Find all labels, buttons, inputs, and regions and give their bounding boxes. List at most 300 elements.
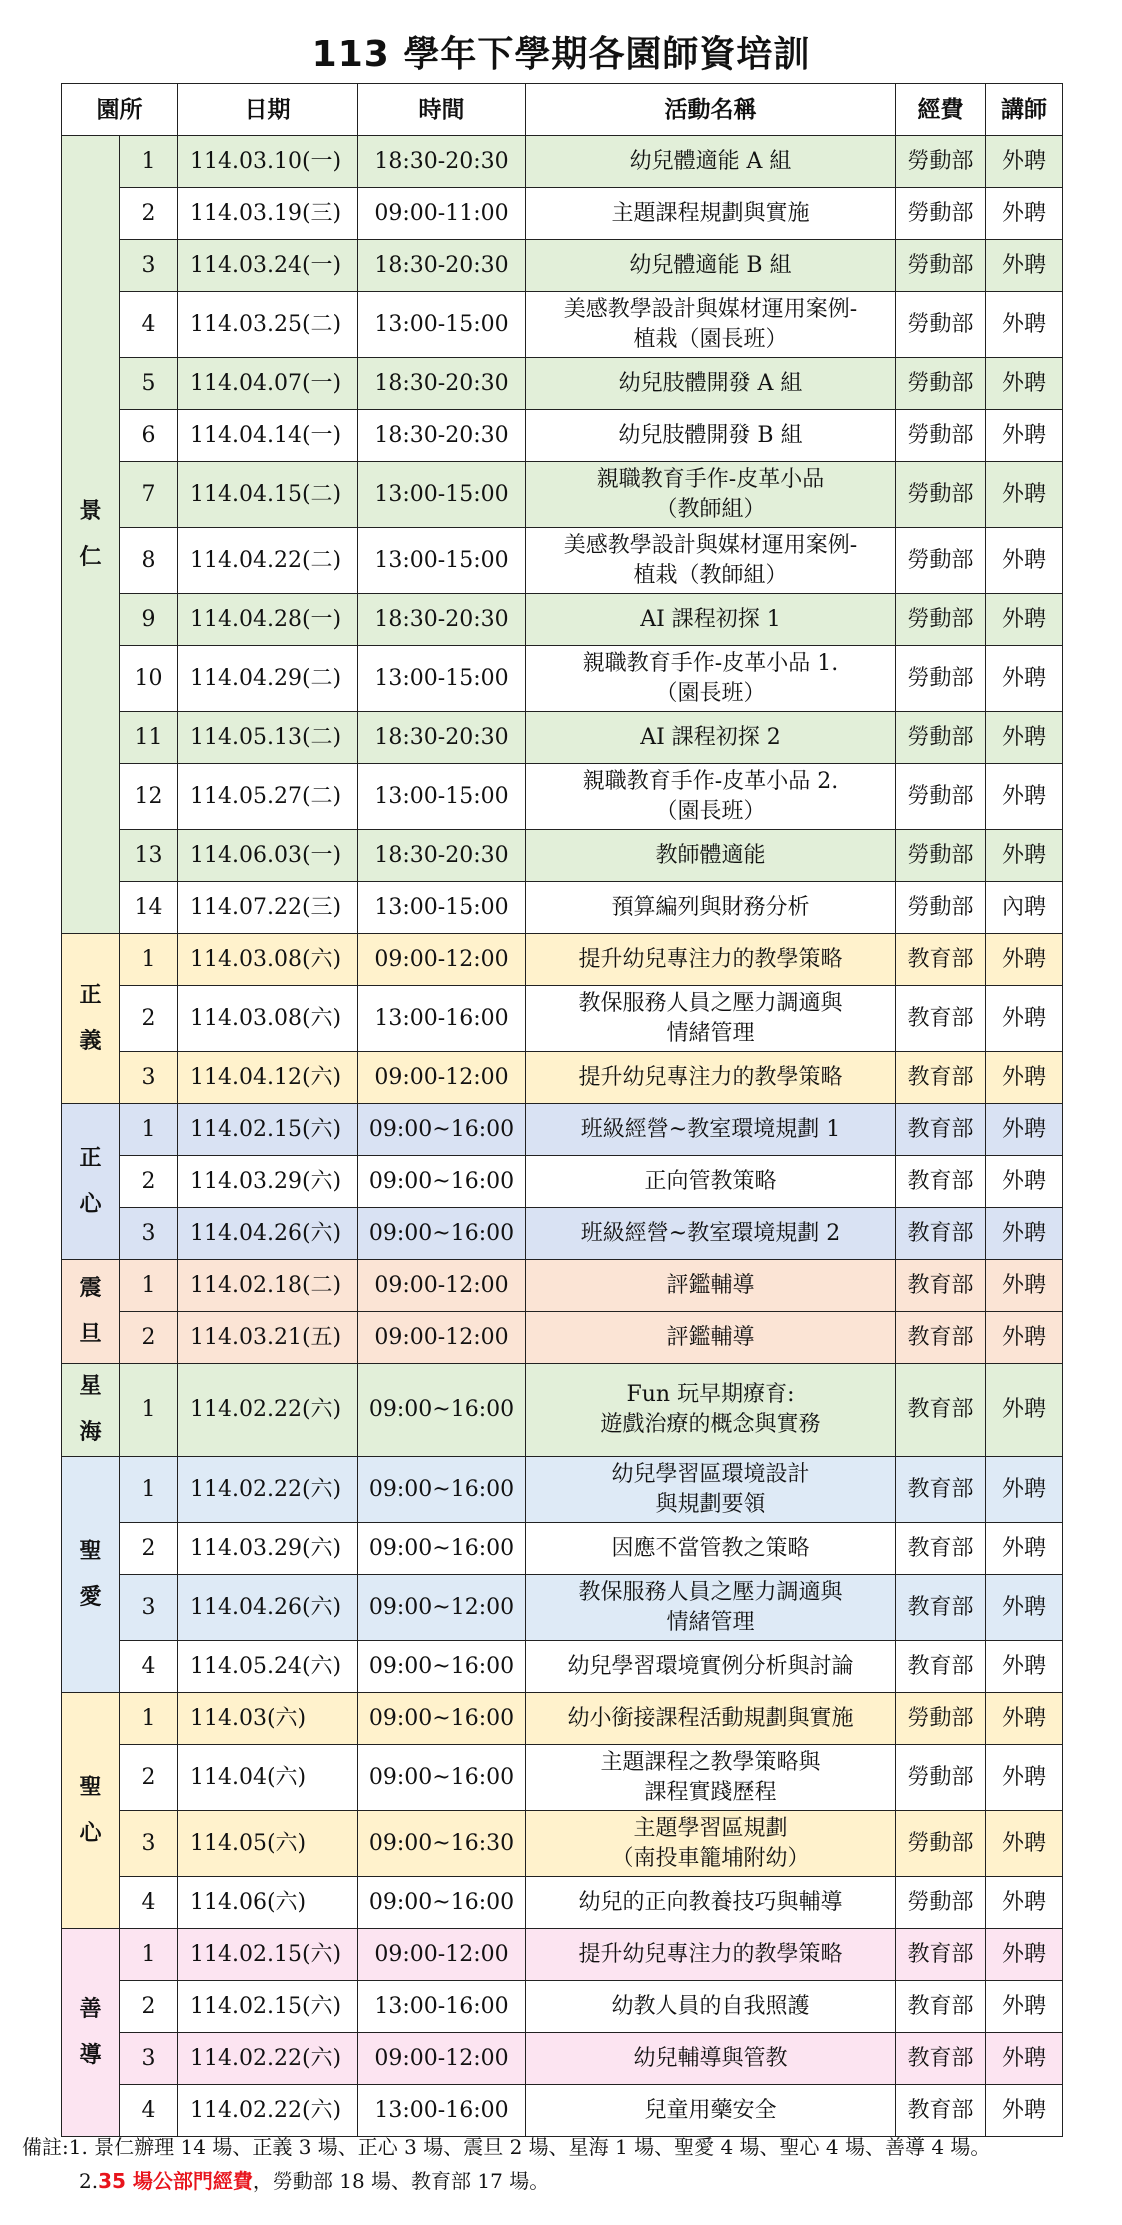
date-cell: 114.06(六) (178, 1877, 358, 1929)
school-name-cell (62, 934, 120, 1104)
funding-cell: 教育部 (896, 1981, 986, 2033)
row-number: 14 (120, 882, 178, 934)
school-name-char: 正 (79, 982, 102, 1008)
activity-cell (526, 188, 896, 240)
school-name-cell (62, 136, 120, 934)
time-cell: 13:00-16:00 (358, 986, 526, 1052)
row-number: 4 (120, 1641, 178, 1693)
time-cell: 18:30-20:30 (358, 410, 526, 462)
funding-cell: 教育部 (896, 1457, 986, 1523)
time-cell: 13:00-15:00 (358, 764, 526, 830)
date-cell: 114.05(六) (178, 1811, 358, 1877)
lecturer-cell: 外聘 (986, 1575, 1063, 1641)
row-number: 8 (120, 528, 178, 594)
date-cell: 114.02.18(二) (178, 1260, 358, 1312)
table-row (62, 712, 1063, 764)
time-cell: 13:00-16:00 (358, 2085, 526, 2137)
activity-line: 幼小銜接課程活動規劃與實施 (567, 1705, 854, 1731)
lecturer-cell: 外聘 (986, 1312, 1063, 1364)
row-number: 4 (120, 292, 178, 358)
activity-line: 幼兒體適能 A 組 (629, 148, 792, 174)
lecturer-cell: 外聘 (986, 1260, 1063, 1312)
activity-line: 美感教學設計與媒材運用案例- (563, 532, 858, 558)
lecturer-cell: 外聘 (986, 1052, 1063, 1104)
date-cell: 114.04.26(六) (178, 1208, 358, 1260)
time-cell: 09:00-12:00 (358, 934, 526, 986)
header-school: 園所 (62, 84, 178, 136)
activity-line: 課程實踐歷程 (644, 1779, 777, 1805)
table-row (62, 528, 1063, 594)
date-cell: 114.04(六) (178, 1745, 358, 1811)
row-number: 10 (120, 646, 178, 712)
activity-cell (526, 934, 896, 986)
row-number: 1 (120, 1457, 178, 1523)
date-cell: 114.03.24(一) (178, 240, 358, 292)
activity-cell (526, 1981, 896, 2033)
row-number: 6 (120, 410, 178, 462)
row-number: 1 (120, 136, 178, 188)
activity-cell (526, 462, 896, 528)
activity-line: 美感教學設計與媒材運用案例- (563, 296, 858, 322)
row-number: 1 (120, 1364, 178, 1457)
school-name-char: 聖 (79, 1538, 102, 1564)
note-line-2-prefix: 2. (79, 2169, 99, 2193)
time-cell: 09:00~16:00 (358, 1457, 526, 1523)
school-name-cell (62, 1260, 120, 1364)
date-cell: 114.02.22(六) (178, 1457, 358, 1523)
funding-cell: 勞動部 (896, 462, 986, 528)
activity-cell (526, 1745, 896, 1811)
funding-cell: 勞動部 (896, 188, 986, 240)
funding-cell: 教育部 (896, 1104, 986, 1156)
table-row (62, 1745, 1063, 1811)
activity-line: 主題學習區規劃 (633, 1815, 788, 1841)
activity-line: 評鑑輔導 (666, 1272, 755, 1298)
school-name-char: 心 (79, 1820, 102, 1846)
table-row (62, 2033, 1063, 2085)
row-number: 3 (120, 2033, 178, 2085)
date-cell: 114.04.29(二) (178, 646, 358, 712)
date-cell: 114.04.07(一) (178, 358, 358, 410)
table-row (62, 986, 1063, 1052)
table-row (62, 136, 1063, 188)
activity-cell (526, 1156, 896, 1208)
table-header-row (62, 84, 1063, 136)
table-row (62, 1641, 1063, 1693)
time-cell: 09:00~16:00 (358, 1745, 526, 1811)
table-row (62, 882, 1063, 934)
table-row (62, 1811, 1063, 1877)
date-cell: 114.02.15(六) (178, 1981, 358, 2033)
time-cell: 18:30-20:30 (358, 712, 526, 764)
table-row (62, 1523, 1063, 1575)
activity-cell (526, 1364, 896, 1457)
funding-cell: 勞動部 (896, 712, 986, 764)
table-row (62, 358, 1063, 410)
funding-cell: 教育部 (896, 1523, 986, 1575)
lecturer-cell: 外聘 (986, 1104, 1063, 1156)
activity-line: （園長班） (655, 680, 766, 706)
activity-line: 幼兒學習區環境設計 (611, 1461, 810, 1487)
activity-cell (526, 1877, 896, 1929)
lecturer-cell: 外聘 (986, 1877, 1063, 1929)
funding-cell: 教育部 (896, 1364, 986, 1457)
school-name-cell (62, 1104, 120, 1260)
activity-line: 教保服務人員之壓力調適與 (578, 990, 843, 1016)
activity-line: 班級經營~教室環境規劃 2 (580, 1220, 841, 1246)
funding-cell: 勞動部 (896, 882, 986, 934)
activity-line: 親職教育手作-皮革小品 (596, 466, 825, 492)
lecturer-cell: 外聘 (986, 1523, 1063, 1575)
date-cell: 114.03.25(二) (178, 292, 358, 358)
time-cell: 18:30-20:30 (358, 358, 526, 410)
activity-line: 遊戲治療的概念與實務 (600, 1412, 821, 1437)
date-cell: 114.04.15(二) (178, 462, 358, 528)
activity-line: AI 課程初探 2 (640, 724, 781, 750)
activity-cell (526, 410, 896, 462)
funding-cell: 教育部 (896, 1641, 986, 1693)
activity-line: 兒童用藥安全 (644, 2097, 777, 2123)
row-number: 1 (120, 1693, 178, 1745)
time-cell: 09:00-12:00 (358, 2033, 526, 2085)
header-date: 日期 (178, 84, 358, 136)
funding-cell: 勞動部 (896, 240, 986, 292)
activity-line: 親職教育手作-皮革小品 1. (582, 650, 839, 676)
table-row (62, 410, 1063, 462)
activity-cell (526, 1208, 896, 1260)
lecturer-cell: 外聘 (986, 646, 1063, 712)
time-cell: 09:00-12:00 (358, 1312, 526, 1364)
row-number: 2 (120, 1745, 178, 1811)
funding-cell: 教育部 (896, 934, 986, 986)
lecturer-cell: 外聘 (986, 764, 1063, 830)
activity-cell (526, 2033, 896, 2085)
activity-line: 主題課程之教學策略與 (600, 1749, 821, 1775)
school-name-char: 心 (79, 1191, 102, 1217)
date-cell: 114.04.22(二) (178, 528, 358, 594)
activity-line: 親職教育手作-皮革小品 2. (582, 768, 839, 794)
header-lecturer: 講師 (986, 84, 1063, 136)
table-row (62, 2085, 1063, 2137)
activity-line: Fun 玩早期療育: (626, 1382, 795, 1407)
lecturer-cell: 外聘 (986, 1641, 1063, 1693)
lecturer-cell: 外聘 (986, 1457, 1063, 1523)
table-row (62, 1208, 1063, 1260)
lecturer-cell: 外聘 (986, 1693, 1063, 1745)
table-row (62, 1104, 1063, 1156)
table-row (62, 1877, 1063, 1929)
training-schedule-table (61, 83, 1063, 2137)
row-number: 2 (120, 1523, 178, 1575)
row-number: 13 (120, 830, 178, 882)
activity-line: 情緒管理 (666, 1609, 755, 1635)
funding-cell: 勞動部 (896, 528, 986, 594)
activity-cell (526, 1575, 896, 1641)
date-cell: 114.03.19(三) (178, 188, 358, 240)
table-row (62, 462, 1063, 528)
activity-cell (526, 2085, 896, 2137)
time-cell: 09:00-12:00 (358, 1052, 526, 1104)
table-row (62, 1981, 1063, 2033)
date-cell: 114.03.29(六) (178, 1156, 358, 1208)
funding-cell: 教育部 (896, 2085, 986, 2137)
date-cell: 114.03.08(六) (178, 934, 358, 986)
row-number: 3 (120, 1575, 178, 1641)
activity-line: 因應不當管教之策略 (611, 1535, 810, 1561)
lecturer-cell: 外聘 (986, 1208, 1063, 1260)
school-name-char: 義 (79, 1028, 102, 1054)
funding-cell: 勞動部 (896, 646, 986, 712)
date-cell: 114.05.27(二) (178, 764, 358, 830)
page-title: 113 學年下學期各園師資培訓 (311, 34, 811, 75)
time-cell: 18:30-20:30 (358, 136, 526, 188)
row-number: 3 (120, 1052, 178, 1104)
funding-cell: 教育部 (896, 1575, 986, 1641)
funding-cell: 教育部 (896, 1156, 986, 1208)
row-number: 3 (120, 240, 178, 292)
funding-cell: 教育部 (896, 1312, 986, 1364)
table-row (62, 1929, 1063, 1981)
row-number: 1 (120, 1260, 178, 1312)
lecturer-cell: 外聘 (986, 1981, 1063, 2033)
activity-cell (526, 1457, 896, 1523)
table-row (62, 1364, 1063, 1457)
activity-cell (526, 1260, 896, 1312)
school-name-cell (62, 1457, 120, 1693)
funding-cell: 勞動部 (896, 830, 986, 882)
activity-line: 教保服務人員之壓力調適與 (578, 1579, 843, 1605)
funding-cell: 教育部 (896, 1929, 986, 1981)
date-cell: 114.02.22(六) (178, 2033, 358, 2085)
row-number: 2 (120, 986, 178, 1052)
activity-cell (526, 1104, 896, 1156)
time-cell: 09:00~16:00 (358, 1156, 526, 1208)
activity-cell (526, 1811, 896, 1877)
lecturer-cell: 內聘 (986, 882, 1063, 934)
date-cell: 114.05.24(六) (178, 1641, 358, 1693)
lecturer-cell: 外聘 (986, 2085, 1063, 2137)
activity-line: （南投車籠埔附幼） (611, 1845, 810, 1871)
activity-line: 幼兒學習環境實例分析與討論 (567, 1653, 854, 1679)
row-number: 9 (120, 594, 178, 646)
activity-line: 預算編列與財務分析 (611, 894, 810, 920)
activity-line: 提升幼兒專注力的教學策略 (578, 946, 843, 972)
activity-cell (526, 1052, 896, 1104)
time-cell: 09:00-11:00 (358, 188, 526, 240)
table-row (62, 934, 1063, 986)
table-row (62, 594, 1063, 646)
activity-line: AI 課程初探 1 (640, 606, 781, 632)
school-name-cell (62, 1693, 120, 1929)
date-cell: 114.02.15(六) (178, 1929, 358, 1981)
school-name-char: 震 (79, 1275, 102, 1301)
activity-line: 正向管教策略 (644, 1168, 777, 1194)
funding-cell: 教育部 (896, 986, 986, 1052)
date-cell: 114.05.13(二) (178, 712, 358, 764)
activity-cell (526, 1523, 896, 1575)
funding-cell: 勞動部 (896, 1745, 986, 1811)
time-cell: 09:00~16:00 (358, 1877, 526, 1929)
funding-cell: 教育部 (896, 1260, 986, 1312)
funding-cell: 勞動部 (896, 1811, 986, 1877)
table-row (62, 830, 1063, 882)
time-cell: 09:00~16:00 (358, 1104, 526, 1156)
activity-cell (526, 712, 896, 764)
header-funding: 經費 (896, 84, 986, 136)
table-row (62, 1156, 1063, 1208)
note-line-2 (22, 2164, 990, 2198)
time-cell: 09:00~16:00 (358, 1693, 526, 1745)
row-number: 7 (120, 462, 178, 528)
time-cell: 13:00-15:00 (358, 528, 526, 594)
funding-cell: 勞動部 (896, 358, 986, 410)
note-line-1: 備註:1. 景仁辦理 14 場、正義 3 場、正心 3 場、震旦 2 場、星海 1 場、聖愛 4 場、聖心 4 場、善導 4 場。 (22, 2135, 991, 2159)
activity-cell (526, 986, 896, 1052)
school-name-char: 正 (79, 1145, 102, 1171)
time-cell: 13:00-15:00 (358, 646, 526, 712)
funding-cell: 勞動部 (896, 764, 986, 830)
note-line-2-rest: ，勞動部 18 場、教育部 17 場。 (252, 2169, 550, 2193)
funding-cell: 教育部 (896, 1208, 986, 1260)
lecturer-cell: 外聘 (986, 1929, 1063, 1981)
activity-line: 幼教人員的自我照護 (611, 1993, 810, 2019)
date-cell: 114.03.21(五) (178, 1312, 358, 1364)
lecturer-cell: 外聘 (986, 594, 1063, 646)
activity-line: 與規劃要領 (655, 1491, 766, 1517)
lecturer-cell: 外聘 (986, 240, 1063, 292)
funding-cell: 勞動部 (896, 1693, 986, 1745)
lecturer-cell: 外聘 (986, 136, 1063, 188)
row-number: 5 (120, 358, 178, 410)
row-number: 4 (120, 2085, 178, 2137)
table-row (62, 1052, 1063, 1104)
activity-line: 評鑑輔導 (666, 1324, 755, 1350)
time-cell: 18:30-20:30 (358, 830, 526, 882)
funding-cell: 教育部 (896, 2033, 986, 2085)
activity-cell (526, 1641, 896, 1693)
activity-cell (526, 292, 896, 358)
activity-line: 情緒管理 (666, 1020, 755, 1046)
activity-line: 教師體適能 (655, 842, 766, 868)
note-highlight: 35 場公部門經費 (98, 2169, 253, 2193)
notes (22, 2130, 990, 2198)
lecturer-cell: 外聘 (986, 462, 1063, 528)
lecturer-cell: 外聘 (986, 2033, 1063, 2085)
date-cell: 114.04.26(六) (178, 1575, 358, 1641)
date-cell: 114.03.29(六) (178, 1523, 358, 1575)
date-cell: 114.03.10(一) (178, 136, 358, 188)
school-name-char: 聖 (79, 1774, 102, 1800)
lecturer-cell: 外聘 (986, 830, 1063, 882)
time-cell: 09:00~16:00 (358, 1208, 526, 1260)
table-row (62, 188, 1063, 240)
time-cell: 09:00~12:00 (358, 1575, 526, 1641)
date-cell: 114.03.08(六) (178, 986, 358, 1052)
row-number: 2 (120, 188, 178, 240)
lecturer-cell: 外聘 (986, 712, 1063, 764)
table-row (62, 646, 1063, 712)
funding-cell: 教育部 (896, 1052, 986, 1104)
time-cell: 09:00~16:00 (358, 1364, 526, 1457)
table-row (62, 1312, 1063, 1364)
header-time: 時間 (358, 84, 526, 136)
time-cell: 18:30-20:30 (358, 240, 526, 292)
activity-cell (526, 646, 896, 712)
lecturer-cell: 外聘 (986, 1156, 1063, 1208)
lecturer-cell: 外聘 (986, 934, 1063, 986)
row-number: 11 (120, 712, 178, 764)
activity-line: 幼兒輔導與管教 (633, 2045, 788, 2071)
activity-line: （園長班） (655, 798, 766, 824)
activity-cell (526, 764, 896, 830)
activity-cell (526, 594, 896, 646)
row-number: 2 (120, 1156, 178, 1208)
school-name-cell (62, 1929, 120, 2137)
school-name-char: 星 (79, 1374, 102, 1399)
time-cell: 13:00-15:00 (358, 292, 526, 358)
row-number: 2 (120, 1981, 178, 2033)
school-name-char: 仁 (79, 544, 102, 570)
school-name-char: 旦 (79, 1321, 102, 1347)
activity-line: 主題課程規劃與實施 (611, 200, 810, 226)
lecturer-cell: 外聘 (986, 1364, 1063, 1457)
row-number: 1 (120, 1929, 178, 1981)
date-cell: 114.02.22(六) (178, 1364, 358, 1457)
activity-line: 幼兒肢體開發 A 組 (618, 370, 803, 396)
activity-cell (526, 882, 896, 934)
table-row (62, 764, 1063, 830)
activity-line: 幼兒的正向教養技巧與輔導 (578, 1889, 843, 1915)
date-cell: 114.02.15(六) (178, 1104, 358, 1156)
activity-cell (526, 1929, 896, 1981)
school-name-char: 景 (79, 498, 102, 524)
time-cell: 09:00~16:30 (358, 1811, 526, 1877)
date-cell: 114.04.28(一) (178, 594, 358, 646)
activity-cell (526, 528, 896, 594)
time-cell: 18:30-20:30 (358, 594, 526, 646)
row-number: 12 (120, 764, 178, 830)
lecturer-cell: 外聘 (986, 528, 1063, 594)
lecturer-cell: 外聘 (986, 188, 1063, 240)
table-body (62, 136, 1063, 2137)
funding-cell: 勞動部 (896, 410, 986, 462)
table-row (62, 240, 1063, 292)
lecturer-cell: 外聘 (986, 1745, 1063, 1811)
activity-line: 班級經營~教室環境規劃 1 (580, 1116, 841, 1142)
table-row (62, 1575, 1063, 1641)
activity-cell (526, 136, 896, 188)
date-cell: 114.04.12(六) (178, 1052, 358, 1104)
lecturer-cell: 外聘 (986, 986, 1063, 1052)
time-cell: 13:00-15:00 (358, 462, 526, 528)
activity-cell (526, 240, 896, 292)
funding-cell: 勞動部 (896, 1877, 986, 1929)
funding-cell: 勞動部 (896, 594, 986, 646)
school-name-char: 海 (79, 1420, 102, 1445)
school-name-char: 愛 (79, 1584, 102, 1610)
date-cell: 114.04.14(一) (178, 410, 358, 462)
date-cell: 114.02.22(六) (178, 2085, 358, 2137)
table-row (62, 1260, 1063, 1312)
activity-line: 提升幼兒專注力的教學策略 (578, 1941, 843, 1967)
funding-cell: 勞動部 (896, 292, 986, 358)
activity-line: 植栽（園長班） (633, 326, 788, 352)
header-activity: 活動名稱 (526, 84, 896, 136)
time-cell: 09:00~16:00 (358, 1523, 526, 1575)
row-number: 1 (120, 1104, 178, 1156)
activity-cell (526, 1693, 896, 1745)
school-name-char: 善 (79, 1996, 102, 2022)
